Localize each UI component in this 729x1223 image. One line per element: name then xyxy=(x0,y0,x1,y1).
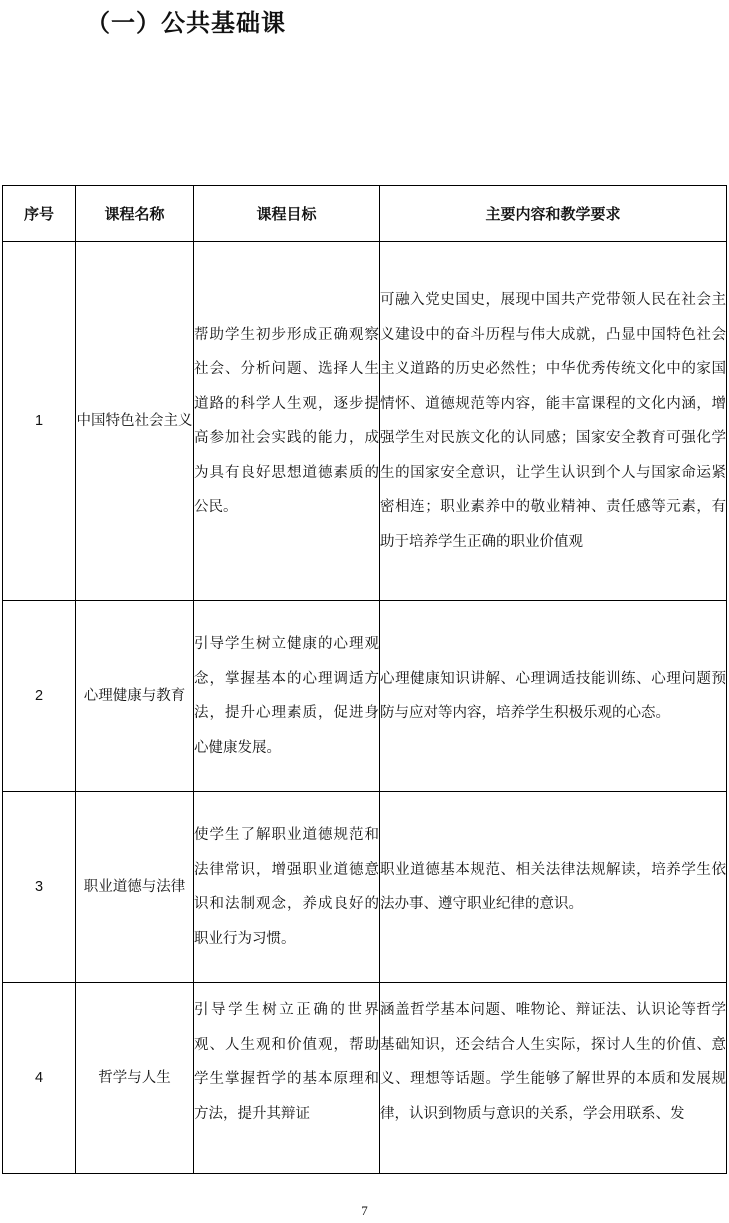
course-content: 可融入党史国史，展现中国共产党带领人民在社会主义建设中的奋斗历程与伟大成就，凸显中国特色社会主义道路的历史必然性；中华优秀传统文化中的家国情怀、道德规范等内容，能丰富课程的文化内涵，增强学生对民族文化的认同感；国家安全教育可强化学生的国家安全意识，让学生认识到个人与国家命运紧密相连；职业素养中的敬业精神、责任感等元素，有助于培养学生正确的职业价值观 xyxy=(380,242,727,601)
course-content: 心理健康知识讲解、心理调适技能训练、心理问题预防与应对等内容，培养学生积极乐观的心态。 xyxy=(380,601,727,792)
header-course-name: 课程名称 xyxy=(76,186,194,242)
table-header-row xyxy=(3,186,727,242)
course-name: 中国特色社会主义 xyxy=(76,242,194,601)
row-index: 3 xyxy=(3,792,76,983)
course-goal: 使学生了解职业道德规范和法律常识，增强职业道德意识和法制观念，养成良好的职业行为习惯。 xyxy=(194,792,380,983)
table-row xyxy=(3,242,727,601)
header-index: 序号 xyxy=(3,186,76,242)
row-index: 1 xyxy=(3,242,76,601)
row-index: 4 xyxy=(34,1069,44,1086)
row-index: 2 xyxy=(3,601,76,792)
course-name: 职业道德与法律 xyxy=(76,792,194,983)
table-row xyxy=(3,983,727,1174)
header-course-goal: 课程目标 xyxy=(194,186,380,242)
row-index-cell xyxy=(3,983,76,1174)
table-row xyxy=(3,601,727,792)
course-table xyxy=(2,185,727,1174)
course-content-cell xyxy=(380,983,727,1174)
course-content: 职业道德基本规范、相关法律法规解读，培养学生依法办事、遵守职业纪律的意识。 xyxy=(380,792,727,983)
table-row xyxy=(3,792,727,983)
header-content-requirements: 主要内容和教学要求 xyxy=(380,186,727,242)
course-goal-cell xyxy=(194,983,380,1174)
page-number: 7 xyxy=(361,1203,368,1218)
course-name: 心理健康与教育 xyxy=(76,601,194,792)
course-goal: 引导学生树立正确的世界观、人生观和价值观，帮助学生掌握哲学的基本原理和方法，提升其辩证 xyxy=(194,1002,379,1122)
course-goal: 帮助学生初步形成正确观察社会、分析问题、选择人生道路的科学人生观，逐步提高参加社会实践的能力，成为具有良好思想道德素质的公民。 xyxy=(194,242,380,601)
course-goal: 引导学生树立健康的心理观念，掌握基本的心理调适方法，提升心理素质，促进身心健康发展。 xyxy=(194,601,380,792)
course-name-cell xyxy=(76,983,194,1174)
course-content: 涵盖哲学基本问题、唯物论、辩证法、认识论等哲学基础知识，还会结合人生实际，探讨人生的价值、意义、理想等话题。学生能够了解世界的本质和发展规律，认识到物质与意识的关系，学会用联系、发 xyxy=(380,1002,726,1122)
course-name: 哲学与人生 xyxy=(98,1069,171,1086)
section-title: （一）公共基础课 xyxy=(86,9,286,37)
